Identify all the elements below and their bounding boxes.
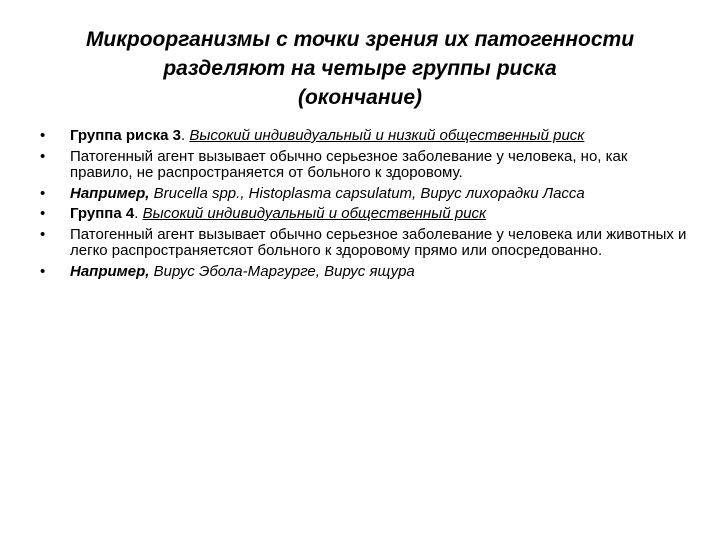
- bullet-icon: •: [40, 262, 46, 280]
- example-text: Вирус Эбола-Маргурге, Вирус ящура: [149, 262, 415, 280]
- risk-group-label: Группа 4: [70, 205, 135, 222]
- list-item: [40, 206, 690, 223]
- bullet-icon: •: [40, 225, 46, 243]
- list-item: [40, 186, 690, 203]
- item-text: Патогенный агент вызывает обычно серьезное заболевание у человека, но, как правило, не распространяется от больного к здоровому.: [70, 147, 628, 181]
- risk-group-label: Группа риска 3: [70, 127, 181, 144]
- list-item: [40, 128, 690, 145]
- example-label: Например,: [70, 184, 150, 202]
- example-label: Например,: [70, 262, 150, 280]
- example-text: Brucella spp., Histoplasma capsulatum, Вирус лихорадки Ласса: [149, 184, 585, 202]
- risk-description: Высокий индивидуальный и низкий общественный риск: [189, 127, 585, 144]
- risk-description: Высокий индивидуальный и общественный риск: [142, 205, 487, 222]
- list-item: [40, 149, 690, 182]
- slide-title: [20, 25, 700, 112]
- bullet-list: [40, 128, 690, 284]
- title-line: разделяют на четыре группы риска: [163, 57, 557, 80]
- separator: .: [134, 205, 143, 222]
- item-text: Патогенный агент вызывает обычно серьезное заболевание у человека или животных и легко распространяетсяот больного к здоровому прямо или опосредованно.: [70, 225, 687, 259]
- bullet-icon: •: [40, 184, 46, 202]
- bullet-icon: •: [40, 127, 46, 144]
- list-item: [40, 227, 690, 260]
- separator: .: [180, 127, 190, 144]
- title-line: Микроорганизмы с точки зрения их патогенности: [85, 28, 635, 51]
- title-line: (окончание): [297, 86, 423, 109]
- bullet-icon: •: [40, 147, 46, 165]
- list-item: [40, 264, 690, 281]
- bullet-icon: •: [40, 205, 46, 222]
